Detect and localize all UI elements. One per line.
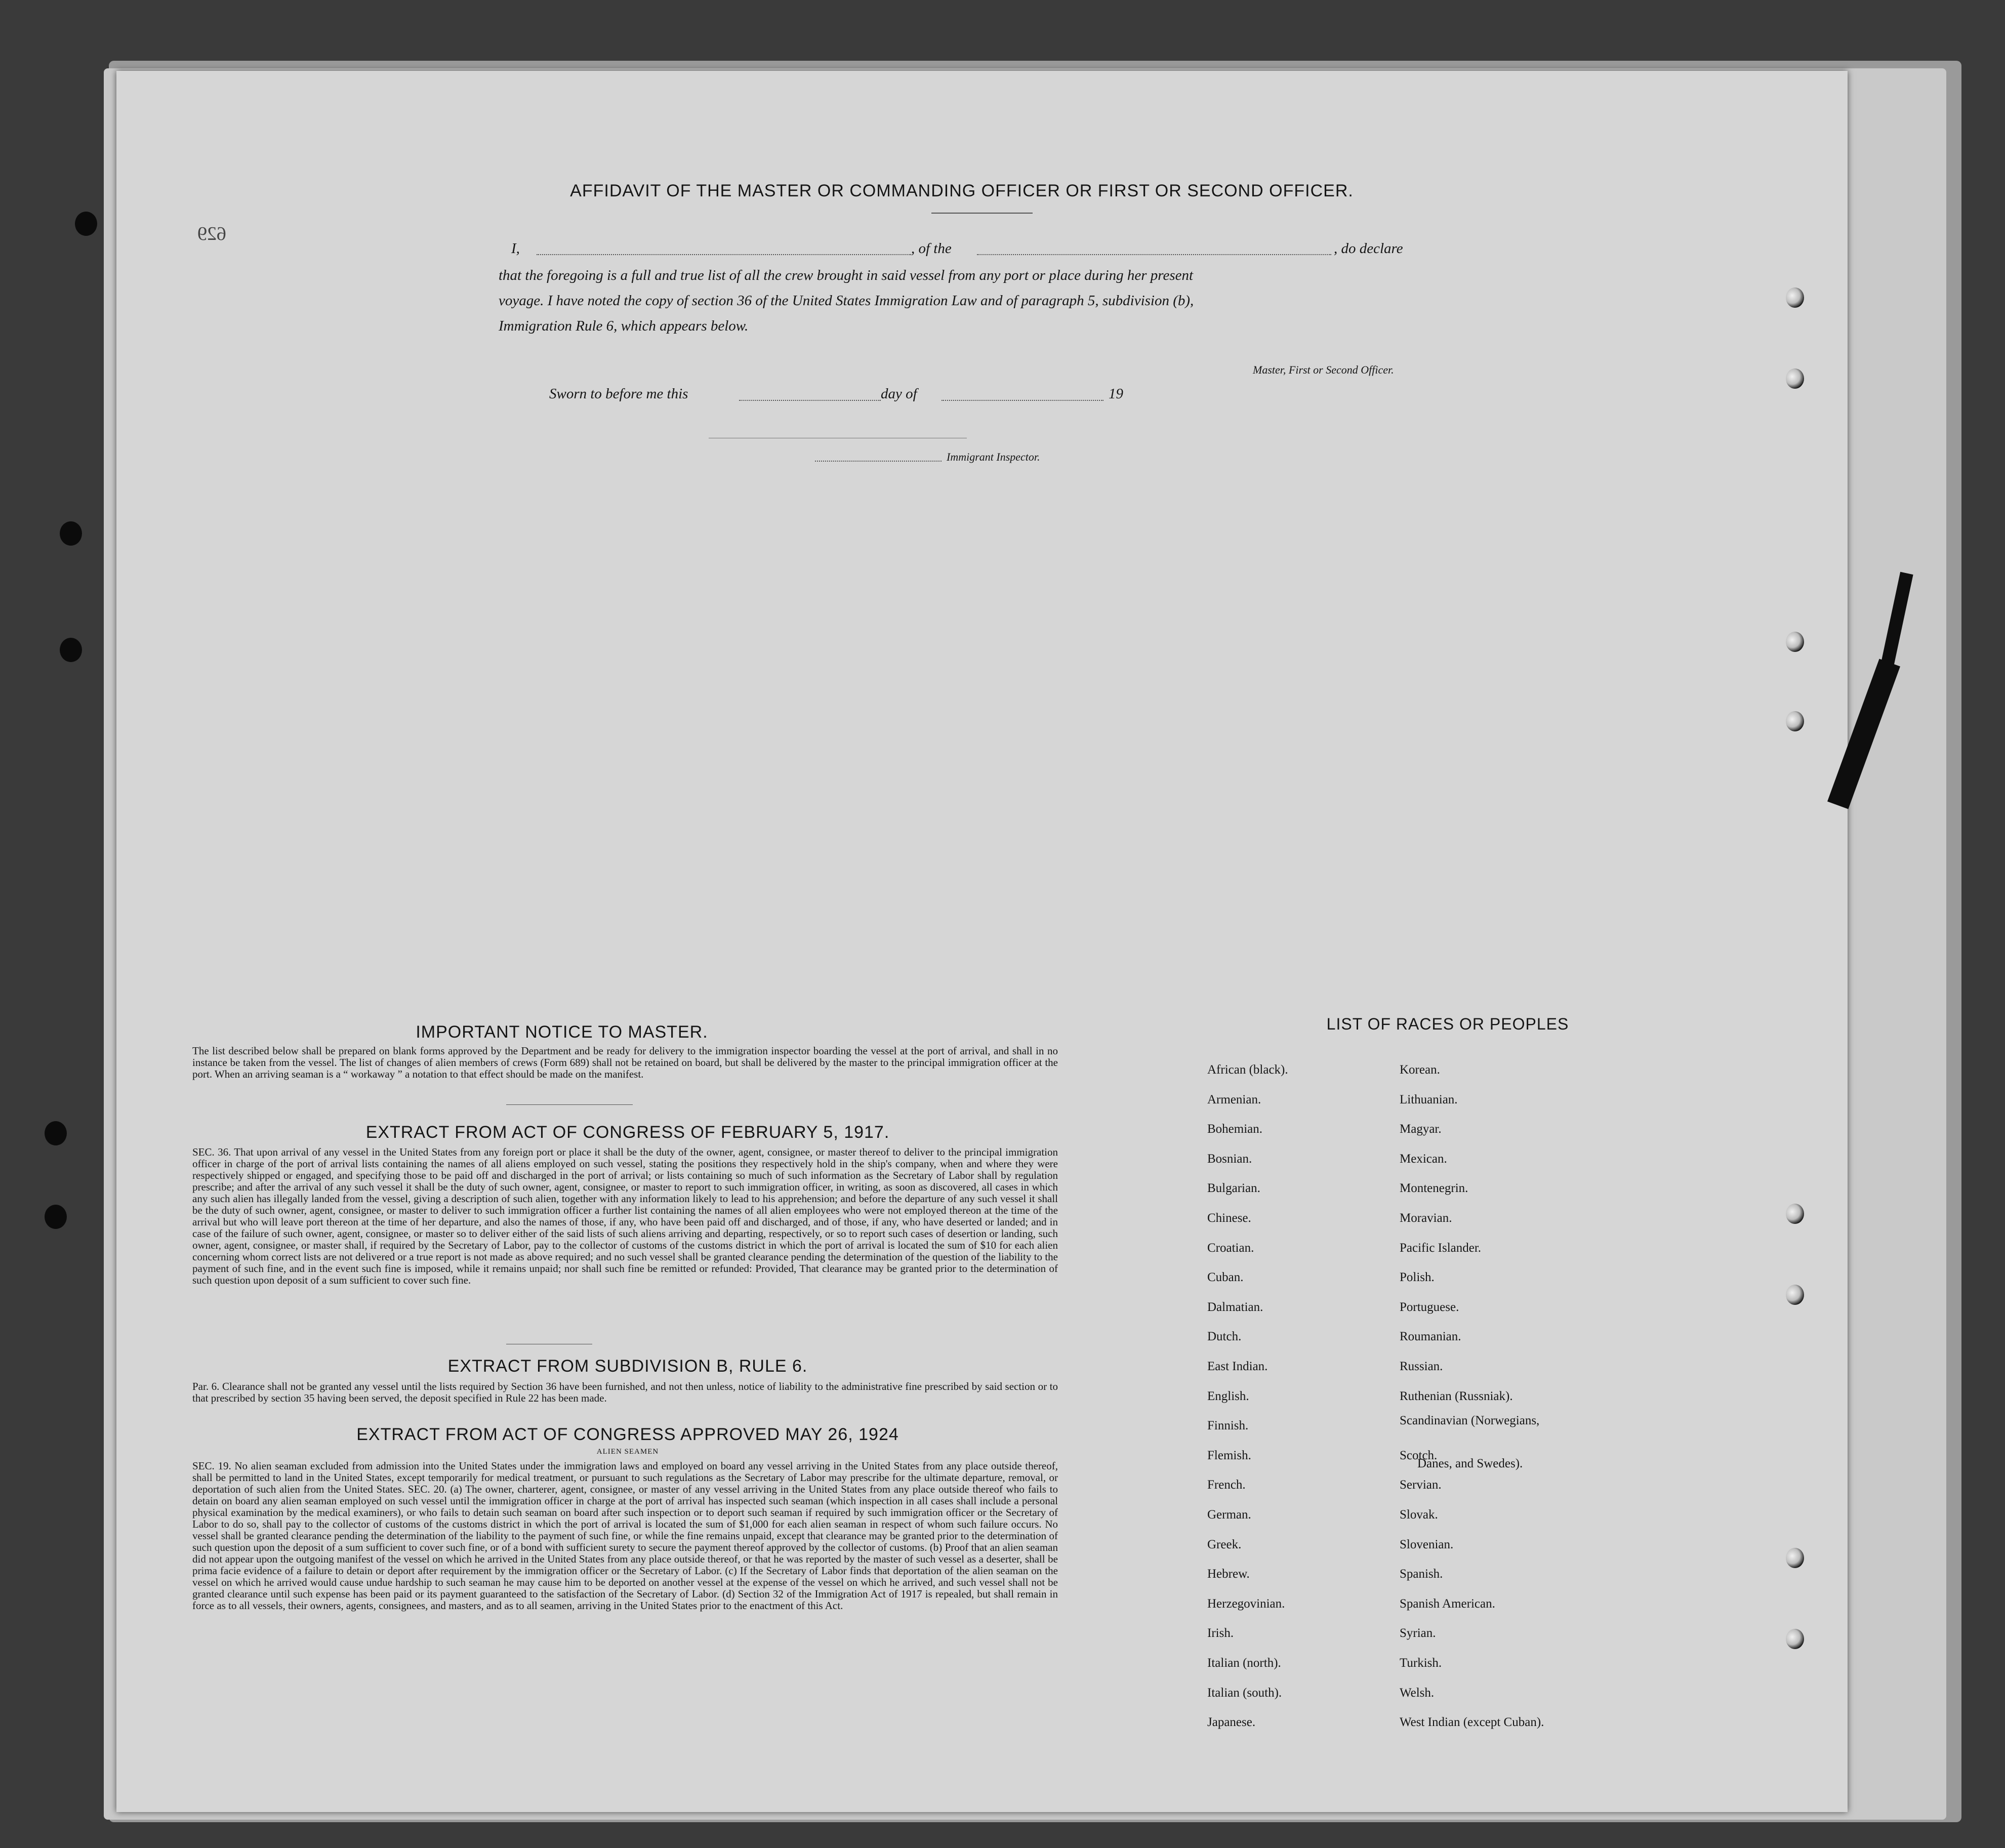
race-item: Scandinavian (Norwegians, bbox=[1400, 1414, 1540, 1428]
affidavit-line-2: that the foregoing is a full and true list of all the crew brought in said vessel from any port or place during her present bbox=[499, 267, 1194, 283]
inspector-caption: Immigrant Inspector. bbox=[947, 450, 1040, 463]
race-item: German. bbox=[1207, 1508, 1251, 1522]
month-blank[interactable] bbox=[942, 400, 1103, 401]
races-title: LIST OF RACES OR PEOPLES bbox=[1326, 1015, 1569, 1033]
race-item: Slovenian. bbox=[1400, 1537, 1454, 1551]
race-item: Italian (north). bbox=[1207, 1656, 1281, 1670]
race-item: Portuguese. bbox=[1400, 1300, 1459, 1314]
extract-rule6-title: EXTRACT FROM SUBDIVISION B, RULE 6. bbox=[447, 1357, 808, 1376]
day-blank[interactable] bbox=[739, 400, 881, 401]
inspector-blank[interactable] bbox=[815, 461, 942, 462]
year-label: 19 bbox=[1109, 386, 1123, 402]
binder-hole bbox=[60, 638, 82, 662]
race-item: Turkish. bbox=[1400, 1656, 1442, 1670]
day-of-label: day of bbox=[881, 386, 917, 402]
race-item: Ruthenian (Russniak). bbox=[1400, 1389, 1513, 1403]
binder-ring bbox=[1786, 1285, 1804, 1305]
binder-ring bbox=[1786, 711, 1804, 731]
binder-ring bbox=[1786, 368, 1804, 389]
race-item: Slovak. bbox=[1400, 1508, 1438, 1522]
extract-1924-title: EXTRACT FROM ACT OF CONGRESS APPROVED MAY 26, 1924 bbox=[356, 1425, 899, 1444]
do-declare-label: , do declare bbox=[1334, 240, 1403, 257]
race-item: Danes, and Swedes). bbox=[1417, 1457, 1523, 1470]
binder-ring bbox=[1786, 1629, 1804, 1649]
race-item: Hebrew. bbox=[1207, 1567, 1250, 1581]
race-item: Armenian. bbox=[1207, 1092, 1261, 1106]
name-blank[interactable] bbox=[537, 254, 911, 255]
race-item: Japanese. bbox=[1207, 1715, 1256, 1730]
stamp-number: 629 bbox=[197, 223, 226, 244]
binder-ring bbox=[1786, 632, 1804, 652]
race-item: Dutch. bbox=[1207, 1330, 1242, 1344]
race-item: West Indian (except Cuban). bbox=[1400, 1715, 1544, 1730]
race-item: Lithuanian. bbox=[1400, 1092, 1458, 1106]
binder-ring bbox=[1786, 1548, 1804, 1568]
race-item: Greek. bbox=[1207, 1537, 1242, 1551]
divider bbox=[506, 1104, 633, 1105]
sworn-label: Sworn to before me this bbox=[549, 386, 688, 402]
race-item: Irish. bbox=[1207, 1626, 1234, 1640]
extract-1924-subtitle: ALIEN SEAMEN bbox=[596, 1448, 659, 1456]
signer-caption: Master, First or Second Officer. bbox=[1253, 363, 1394, 376]
race-item: Korean. bbox=[1400, 1063, 1440, 1077]
race-item: Mexican. bbox=[1400, 1152, 1447, 1166]
of-the-label: , of the bbox=[911, 240, 952, 257]
race-item: Spanish. bbox=[1400, 1567, 1443, 1581]
race-item: Dalmatian. bbox=[1207, 1300, 1263, 1314]
binder-ring bbox=[1786, 288, 1804, 308]
extract-1917-title: EXTRACT FROM ACT OF CONGRESS OF FEBRUARY 5, 1917. bbox=[365, 1123, 890, 1142]
race-item: Roumanian. bbox=[1400, 1330, 1461, 1344]
race-item: Magyar. bbox=[1400, 1122, 1442, 1136]
extract-1917-text: SEC. 36. That upon arrival of any vessel in the United States from any foreign port or place it shall be the duty of the owner, agent, consignee, or master thereof to deliver to the principal immigration officer in charge of the port of arrival lists containing the names of all aliens employed on such vessel, stating the positions they respectively hold in the ship's company, when and where they were respectively shipped or engaged, and specifying those to be paid off and discharged in the port of arrival; or lists containing so much of such information as the Secretary of Labor shall by regulation prescribe; and after the arrival of any such vessel it shall be the duty of such owner, agent, consignee, or master to report to such immigration officer, in writing, as soon as discovered, all cases in which any such alien has illegally landed from the vessel, giving a description of such alien, together with any information likely to lead to his apprehension; and before the departure of any such vessel it shall be the duty of such owner, agent, consignee, or master to deliver to such immigration officer a further list containing the names of all alien employees who were not employed thereon at the time of the arrival but who will leave port thereon at the time of her departure, and also the names of those, if any, who have been paid off and discharged, and of those, if any, who have deserted or landed; and in case of the failure of such owner, agent, consignee, or master so to deliver either of the said lists of such aliens arriving and departing, respectively, or so to report such cases of desertion or landing, such owner, agent, consignee, or master shall, if required by the Secretary of Labor, pay to the collector of customs of the customs district in which the port of arrival is located the sum of $10 for each alien concerning whom correct lists are not delivered or a true report is not made as above required; and no such vessel shall be granted clearance pending the determination of the question of the liability to the payment of such fine, and in the event such fine is imposed, while it remains unpaid; nor shall such fine be remitted or refunded: Provided, That clearance may be granted prior to the determination of such question upon deposit of a sum sufficient to cover such fine. bbox=[192, 1146, 1058, 1286]
race-item: Bosnian. bbox=[1207, 1152, 1252, 1166]
race-item: Servian. bbox=[1400, 1478, 1442, 1492]
race-item: Bohemian. bbox=[1207, 1122, 1263, 1136]
race-item: Pacific Islander. bbox=[1400, 1241, 1482, 1255]
race-item: Chinese. bbox=[1207, 1211, 1251, 1225]
extract-1924-text: SEC. 19. No alien seaman excluded from admission into the United States under the immigration laws and employed on board any vessel arriving in the United States from any place outside thereof, shall be permitted to land in the United States, except temporarily for medical treatment, or pursuant to such regulations as the Secretary of Labor may prescribe for the ultimate departure, removal, or deportation of such alien from the United States. SEC. 20. (a) The owner, charterer, agent, consignee, or master of any vessel arriving in the United States from any place outside thereof who fails to detain on board any alien seaman employed on such vessel until the immigration officer in charge at the port of arrival has inspected such seaman (which inspection in all cases shall include a personal physical examination by the medical examiners), or who fails to detain such seaman on board after such inspection or to deport such seaman if required by such immigration officer or the Secretary of Labor to do so, shall pay to the collector of customs of the customs district in which the port of arrival is located the sum of $1,000 for each alien seaman in respect of whom such failure occurs. No vessel shall be granted clearance pending the determination of the liability to the payment of such fine, or while the fine remains unpaid, except that clearance may be granted prior to the determination of such question upon the deposit of a sum sufficient to cover such fine, or of a bond with sufficient surety to secure the payment thereof approved by the collector of customs. (b) Proof that an alien seaman did not appear upon the outgoing manifest of the vessel on which he arrived in the United States from any place outside thereof, or that he was reported by the master of such vessel as a deserter, shall be prima facie evidence of a failure to detain or deport after requirement by the immigration officer or the Secretary of Labor. (c) If the Secretary of Labor finds that deportation of the alien seaman on the vessel on which he arrived would cause undue hardship to such seaman he may cause him to be deported on another vessel at the expense of the vessel on which he arrived, and such vessel shall not be granted clearance until such expense has been paid or its payment guaranteed to the satisfaction of the Secretary of Labor. (d) Section 32 of the Immigration Act of 1917 is repealed, but shall remain in force as to all vessels, their owners, agents, consignees, and masters, and as to all seamen, arriving in the United States prior to the enactment of this Act. bbox=[192, 1460, 1058, 1612]
vessel-blank[interactable] bbox=[977, 254, 1331, 255]
race-item: East Indian. bbox=[1207, 1360, 1268, 1373]
affidavit-title: AFFIDAVIT OF THE MASTER OR COMMANDING OFFICER OR FIRST OR SECOND OFFICER. bbox=[570, 181, 1354, 200]
race-item: Montenegrin. bbox=[1400, 1181, 1468, 1196]
race-item: Syrian. bbox=[1400, 1626, 1436, 1640]
manifest-page bbox=[116, 71, 1848, 1812]
binder-hole bbox=[45, 1121, 67, 1145]
race-item: Finnish. bbox=[1207, 1419, 1249, 1433]
race-item: English. bbox=[1207, 1389, 1249, 1403]
extract-rule6-text: Par. 6. Clearance shall not be granted any vessel until the lists required by Section 36 have been furnished, and not then unless, notice of liability to the administrative fine prescribed by said section or to that prescribed by section 35 having been served, the deposit specified in Rule 22 has been made. bbox=[192, 1380, 1058, 1404]
race-item: Russian. bbox=[1400, 1360, 1443, 1373]
race-item: Italian (south). bbox=[1207, 1686, 1282, 1700]
affidavit-line-3: voyage. I have noted the copy of section 36 of the United States Immigration Law and of paragraph 5, subdivision (b), bbox=[499, 293, 1194, 309]
binder-hole bbox=[45, 1205, 67, 1229]
race-item: Cuban. bbox=[1207, 1270, 1244, 1285]
affidavit-line-4: Immigration Rule 6, which appears below. bbox=[499, 318, 749, 334]
race-item: Herzegovinian. bbox=[1207, 1596, 1285, 1611]
race-item: Moravian. bbox=[1400, 1211, 1452, 1225]
race-item: Scotch. bbox=[1400, 1448, 1438, 1462]
binder-hole bbox=[60, 521, 82, 546]
notice-text: The list described below shall be prepared on blank forms approved by the Department and be ready for delivery to the immigration inspector boarding the vessel at the port of arrival, and shall in no instance be taken from the vessel. The list of changes of alien members of crews (Form 689) shall not be retained on board, but shall be delivered by the master to the principal immigration officer at the port. When an arriving seaman is a “ workaway ” a notation to that effect should be made on the manifest. bbox=[192, 1045, 1058, 1080]
race-item: Flemish. bbox=[1207, 1448, 1251, 1462]
race-item: African (black). bbox=[1207, 1063, 1288, 1077]
race-item: Croatian. bbox=[1207, 1241, 1254, 1255]
binder-hole bbox=[75, 212, 97, 236]
race-item: Spanish American. bbox=[1400, 1596, 1495, 1611]
divider bbox=[931, 213, 1033, 214]
race-item: Welsh. bbox=[1400, 1686, 1435, 1700]
affidavit-pronoun: I, bbox=[511, 240, 520, 257]
notice-title: IMPORTANT NOTICE TO MASTER. bbox=[416, 1022, 708, 1042]
race-item: French. bbox=[1207, 1478, 1246, 1492]
binder-ring bbox=[1786, 1204, 1804, 1224]
race-item: Polish. bbox=[1400, 1270, 1435, 1285]
race-item: Bulgarian. bbox=[1207, 1181, 1260, 1196]
